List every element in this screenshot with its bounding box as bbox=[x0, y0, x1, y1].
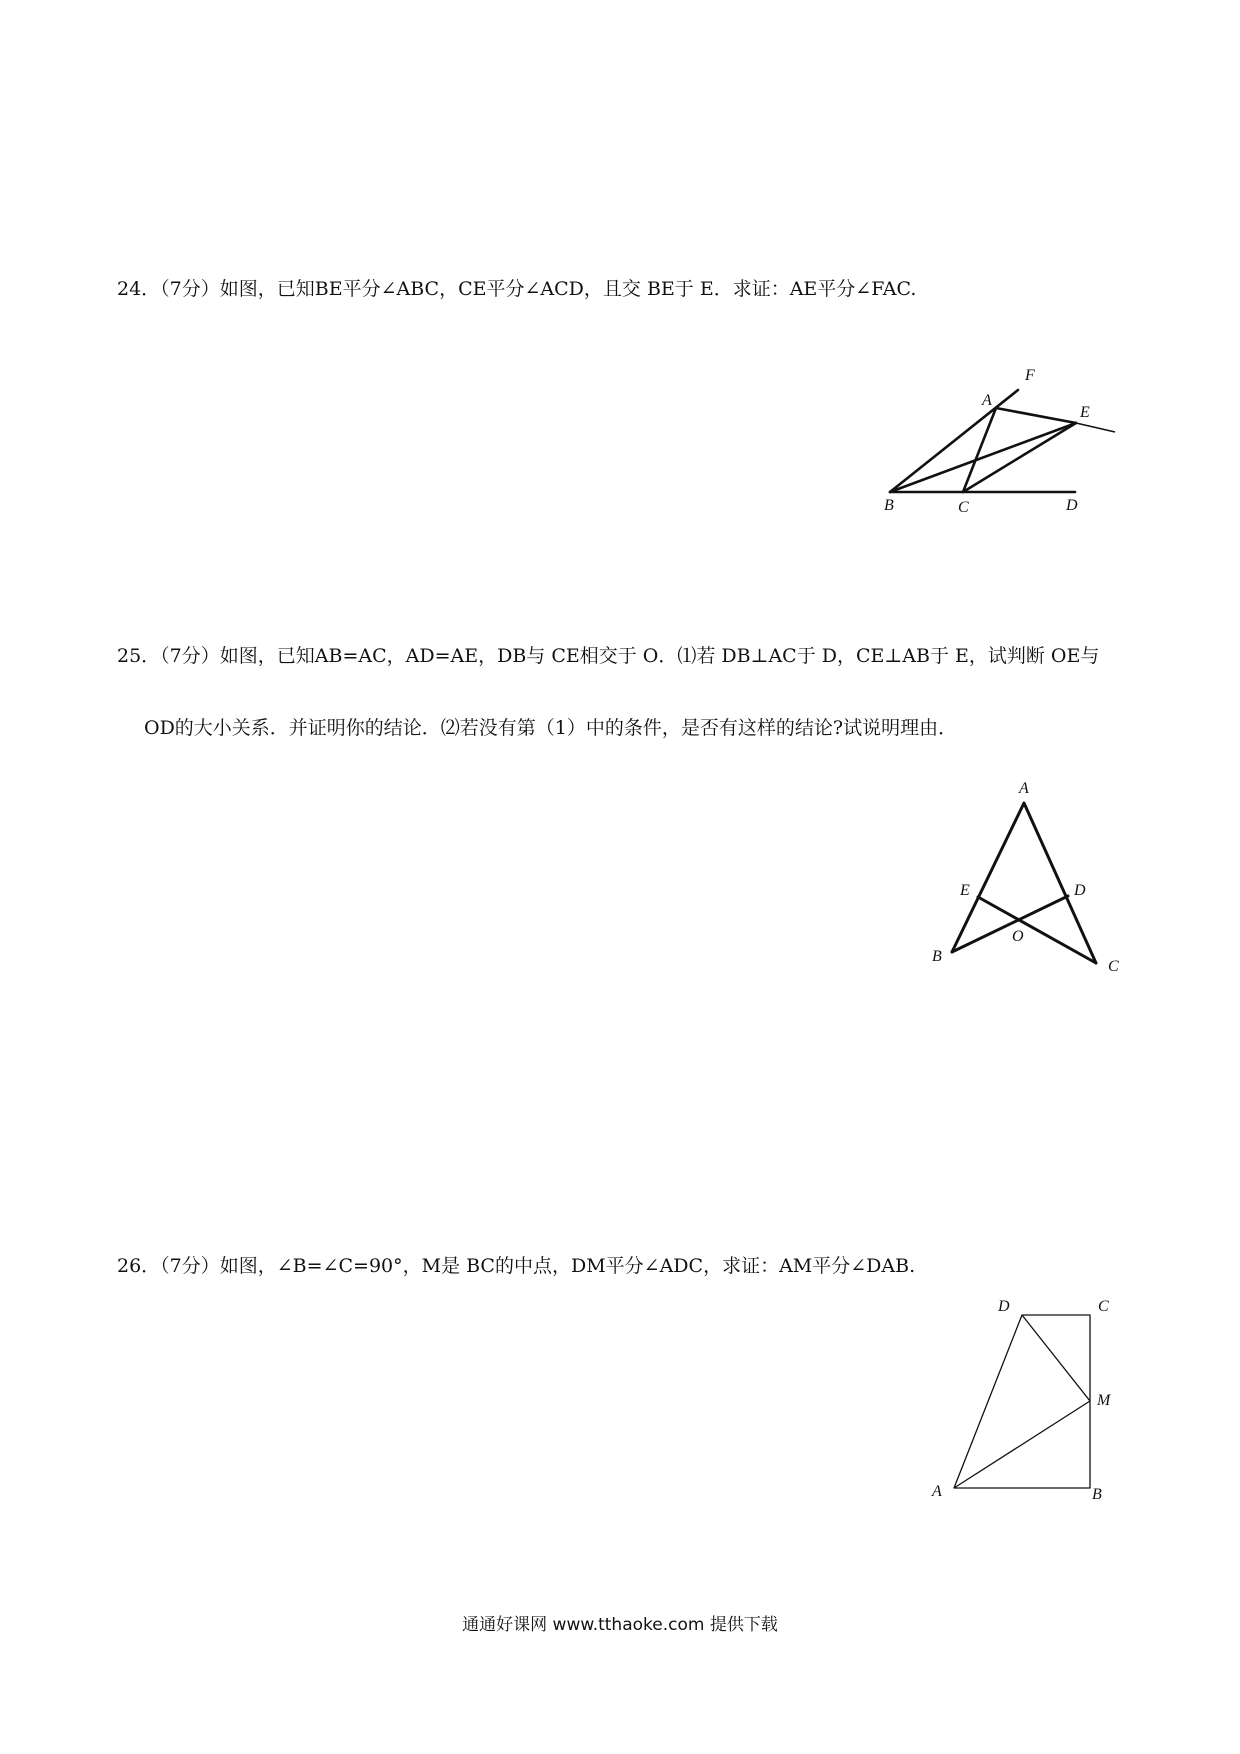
fig24-label-D: D bbox=[1066, 497, 1078, 514]
fig24-label-A: A bbox=[982, 392, 992, 409]
fig26-line-DM bbox=[1022, 1315, 1090, 1401]
fig25-label-C: C bbox=[1108, 958, 1119, 975]
fig25-label-D: D bbox=[1074, 882, 1086, 899]
fig24-line-E-ext bbox=[1076, 423, 1115, 432]
fig25-label-B: B bbox=[932, 948, 942, 965]
fig26-label-D: D bbox=[998, 1298, 1010, 1315]
question-24-text: 24．（7分）如图，已知BE平分∠ABC，CE平分∠ACD，且交 BE于 E．求证：AE平分∠FAC. bbox=[117, 278, 917, 300]
fig24-label-E: E bbox=[1080, 404, 1090, 421]
question-25-text-line2: OD的大小关系．并证明你的结论．⑵若没有第（1）中的条件，是否有这样的结论?试说明理由． bbox=[144, 717, 958, 739]
fig26-label-B: B bbox=[1092, 1486, 1102, 1503]
fig26-label-A: A bbox=[932, 1483, 942, 1500]
fig24-label-B: B bbox=[884, 497, 894, 514]
fig26-line-AM bbox=[954, 1401, 1090, 1488]
figure-q24 bbox=[880, 360, 1120, 520]
fig24-label-F: F bbox=[1025, 367, 1035, 384]
figure-q25 bbox=[930, 775, 1130, 985]
fig26-label-C: C bbox=[1098, 1298, 1109, 1315]
fig24-line-BE bbox=[890, 423, 1076, 492]
fig25-label-E: E bbox=[960, 882, 970, 899]
question-26-text: 26．（7分）如图，∠B=∠C=90°，M是 BC的中点，DM平分∠ADC，求证：AM平分∠DAB. bbox=[117, 1255, 916, 1277]
fig25-line-BD bbox=[952, 896, 1068, 952]
fig24-label-C: C bbox=[958, 499, 969, 516]
fig25-label-O: O bbox=[1012, 928, 1024, 945]
fig26-quad-ADCB bbox=[954, 1315, 1090, 1488]
question-25-text-line1: 25．（7分）如图，已知AB=AC，AD=AE，DB与 CE相交于 O．⑴若 DB⊥AC于 D，CE⊥AB于 E，试判断 OE与 bbox=[117, 645, 1100, 667]
fig25-label-A: A bbox=[1019, 780, 1029, 797]
page-footer: 通通好课网 www.tthaoke.com 提供下载 bbox=[462, 1615, 778, 1635]
fig26-label-M: M bbox=[1097, 1392, 1111, 1409]
figure-q26 bbox=[930, 1295, 1130, 1515]
fig24-line-BF bbox=[890, 390, 1018, 492]
fig24-line-AE bbox=[996, 408, 1076, 423]
